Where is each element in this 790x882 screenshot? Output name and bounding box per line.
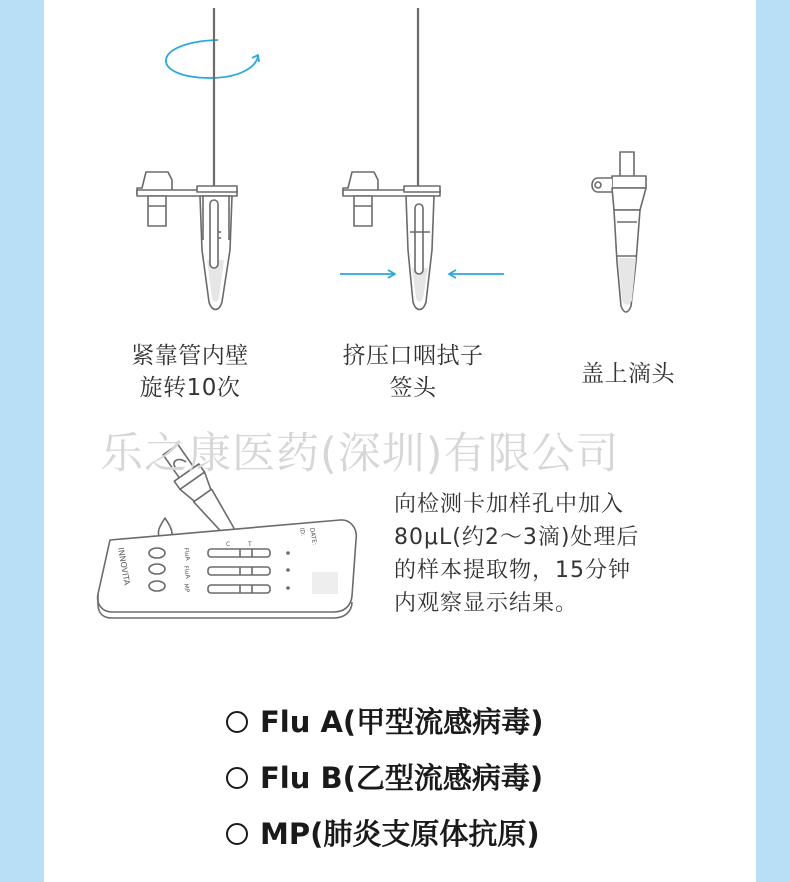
instruction-line1: 向检测卡加样孔中加入 bbox=[394, 492, 625, 517]
cassette-row-label-2: FluA bbox=[182, 565, 192, 580]
cassette-c-label: C bbox=[226, 541, 231, 548]
circle-bullet-icon bbox=[226, 767, 248, 789]
target-item-flu-a bbox=[226, 702, 543, 742]
circle-bullet-icon bbox=[226, 823, 248, 845]
step2-squeeze-tube-illustration bbox=[340, 8, 504, 310]
instruction-text bbox=[394, 488, 694, 620]
cassette-date-label: DATE: bbox=[308, 527, 318, 546]
step2-caption bbox=[318, 340, 508, 404]
cassette-row-label-1: FluA bbox=[182, 547, 192, 562]
step2-caption-line2: 签头 bbox=[389, 375, 437, 401]
step1-caption bbox=[110, 340, 270, 404]
step3-dropper-cap-illustration bbox=[592, 152, 646, 312]
target-item-mp bbox=[226, 814, 540, 854]
instruction-line4: 内观察显示结果。 bbox=[394, 591, 579, 616]
target-label-flu-a: Flu A(甲型流感病毒) bbox=[260, 705, 544, 739]
step1-caption-line1: 紧靠管内壁 bbox=[131, 343, 249, 369]
cassette-id-label: ID: bbox=[298, 527, 307, 537]
cassette-brand: INNOVITA bbox=[116, 546, 132, 586]
cassette-row-label-3: MP bbox=[182, 583, 191, 594]
instruction-line2: 80μL(约2～3滴)处理后 bbox=[394, 525, 640, 550]
step3-caption-line1: 盖上滴头 bbox=[581, 361, 675, 387]
rotate-arrow-icon bbox=[166, 40, 258, 78]
step1-caption-line2: 旋转10次 bbox=[139, 375, 241, 401]
step1-swab-tube-illustration bbox=[137, 8, 259, 310]
cassette-t-label: T bbox=[248, 541, 252, 548]
step2-caption-line1: 挤压口咽拭子 bbox=[342, 343, 484, 369]
circle-bullet-icon bbox=[226, 711, 248, 733]
company-watermark: 乐之康医药(深圳)有限公司 bbox=[100, 429, 620, 479]
instruction-line3: 的样本提取物，15分钟 bbox=[394, 558, 631, 583]
target-item-flu-b bbox=[226, 758, 543, 798]
step3-caption bbox=[548, 358, 708, 390]
target-label-flu-b: Flu B(乙型流感病毒) bbox=[260, 761, 544, 795]
target-label-mp: MP(肺炎支原体抗原) bbox=[260, 817, 540, 851]
